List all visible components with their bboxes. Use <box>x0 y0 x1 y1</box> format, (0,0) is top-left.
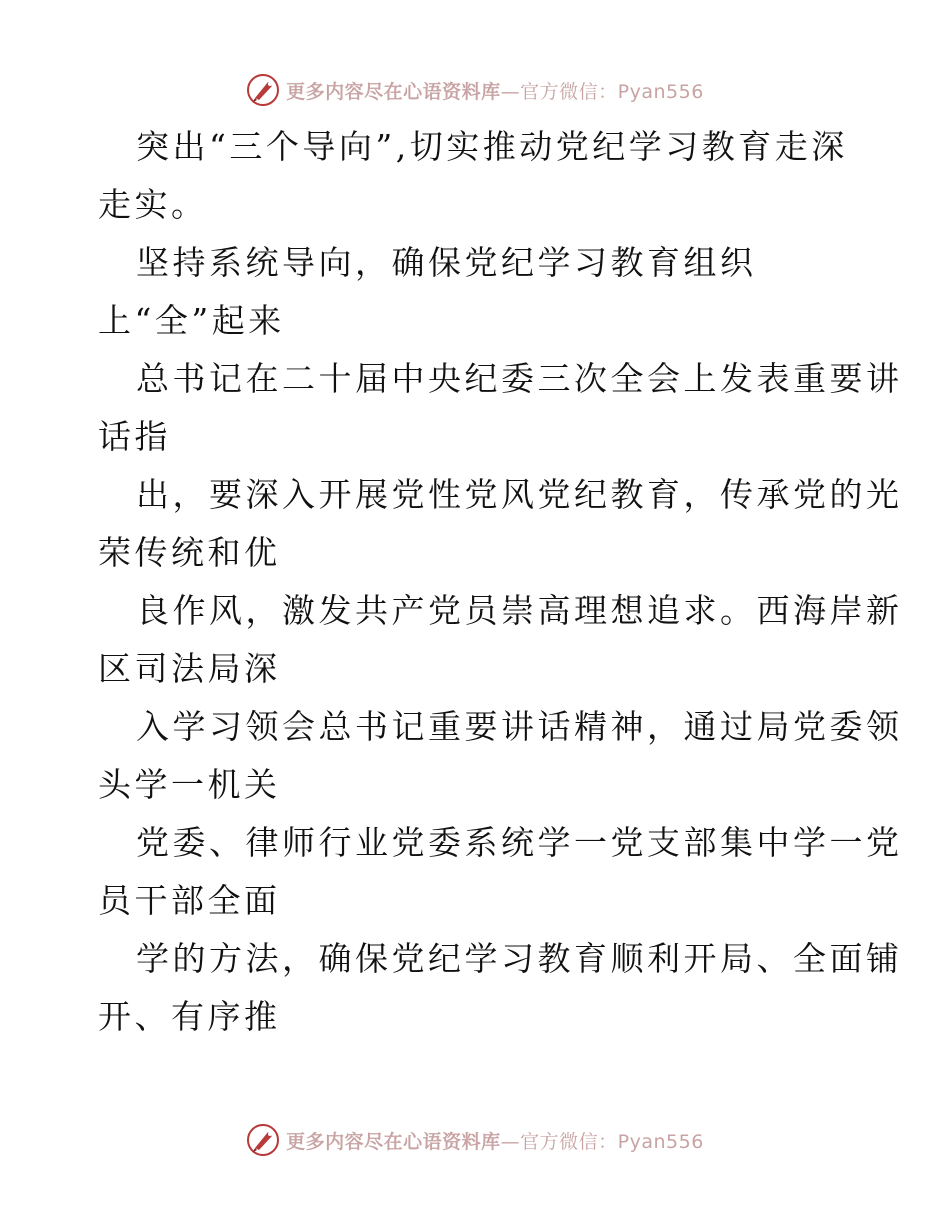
paragraph-line: 良作风，激发共产党员崇高理想追求。西海岸新 <box>136 591 903 630</box>
document-body <box>98 118 903 1046</box>
paragraph-line: 区司法局深 <box>98 649 281 688</box>
banner-text <box>286 1127 704 1154</box>
paragraph-line: 入学习领会总书记重要讲话精神，通过局党委领 <box>136 707 903 746</box>
banner-text <box>286 77 704 104</box>
paragraph-line: 员干部全面 <box>98 881 281 920</box>
header-banner <box>0 70 950 110</box>
paragraph-line: 头学一机关 <box>98 765 281 804</box>
paragraph-line: 出，要深入开展党性党风党纪教育，传承党的光 <box>136 475 903 514</box>
paragraph-line: 学的方法，确保党纪学习教育顺利开局、全面铺 <box>136 939 903 978</box>
footer-banner <box>0 1120 950 1160</box>
paragraph-line: 坚持系统导向，确保党纪学习教育组织 <box>136 243 757 282</box>
banner-wechat: 官方微信：Pyan556 <box>520 1130 704 1153</box>
banner-separator: — <box>500 1130 521 1153</box>
paragraph-line: 总书记在二十届中央纪委三次全会上发表重要讲 <box>136 359 903 398</box>
banner-wechat: 官方微信：Pyan556 <box>520 80 704 103</box>
paragraph-line: 话指 <box>98 417 171 456</box>
paragraph-line: 走实。 <box>98 185 208 224</box>
paragraph-line: 荣传统和优 <box>98 533 281 572</box>
banner-brand: 更多内容尽在心语资料库 <box>286 80 501 103</box>
banner-separator: — <box>500 80 521 103</box>
pen-nib-logo-icon <box>246 73 280 107</box>
paragraph-line: 上“全”起来 <box>98 301 285 340</box>
paragraph-line: 党委、律师行业党委系统学一党支部集中学一党 <box>136 823 903 862</box>
pen-nib-logo-icon <box>246 1123 280 1157</box>
banner-brand: 更多内容尽在心语资料库 <box>286 1130 501 1153</box>
paragraph-line: 突出“三个导向”,切实推动党纪学习教育走深 <box>136 127 848 166</box>
paragraph-line: 开、有序推 <box>98 997 281 1036</box>
